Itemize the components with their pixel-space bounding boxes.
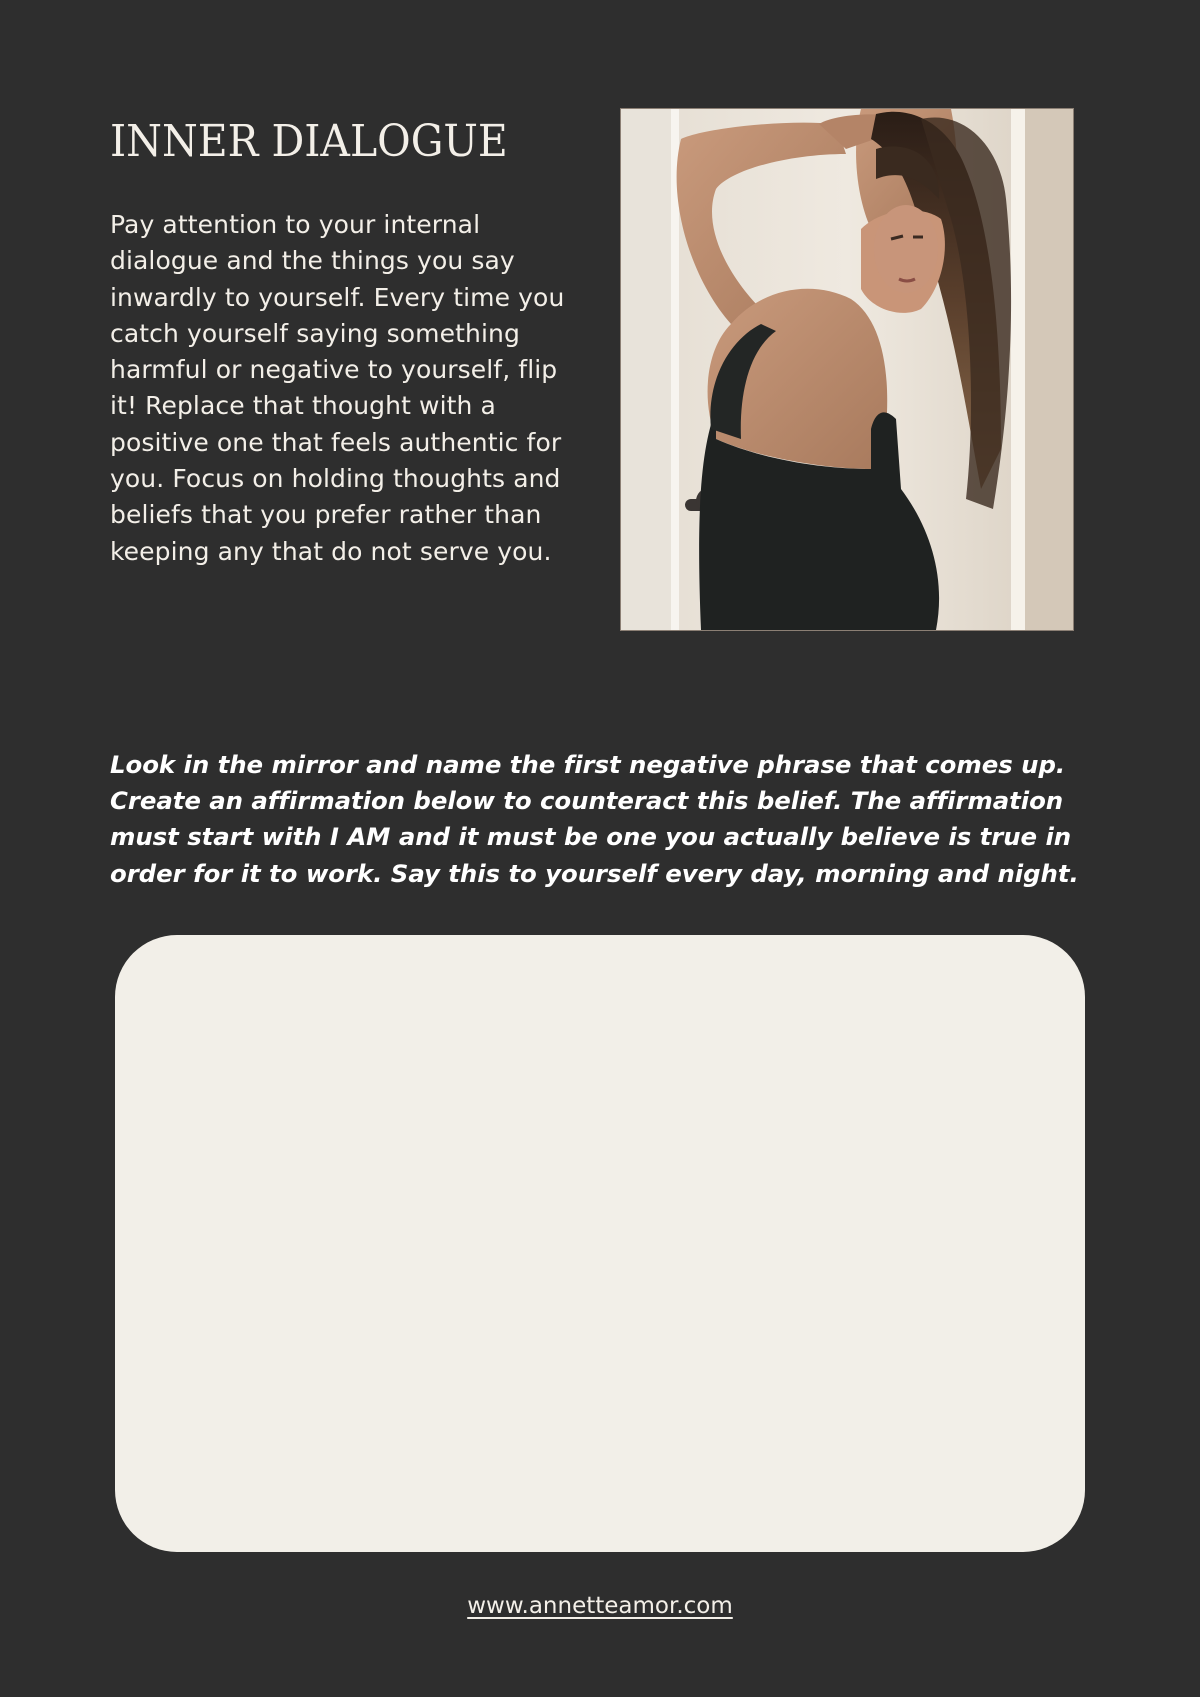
affirmation-instructions: Look in the mirror and name the first negative phrase that comes up. Create an affirmation below to counteract this belief. The affirmation must start with I AM and it must be one you actually believe is true in order for it to work. Say this to yourself every day, morning and night. bbox=[110, 750, 1079, 888]
intro-paragraph: Pay attention to your internal dialogue and the things you say inwardly to yourself. Every time you catch yourself saying something harmful or negative to yourself, flip it! Replace that thought with a positive one that feels authentic for you. Focus on holding thoughts and beliefs that you prefer rather than keeping any that do not serve you. bbox=[110, 210, 565, 566]
affirmation-input[interactable] bbox=[115, 935, 1085, 1552]
website-link[interactable]: www.annetteamor.com bbox=[467, 1593, 733, 1619]
portrait-photo bbox=[620, 108, 1074, 631]
page-title: INNER DIALOGUE bbox=[110, 116, 508, 167]
